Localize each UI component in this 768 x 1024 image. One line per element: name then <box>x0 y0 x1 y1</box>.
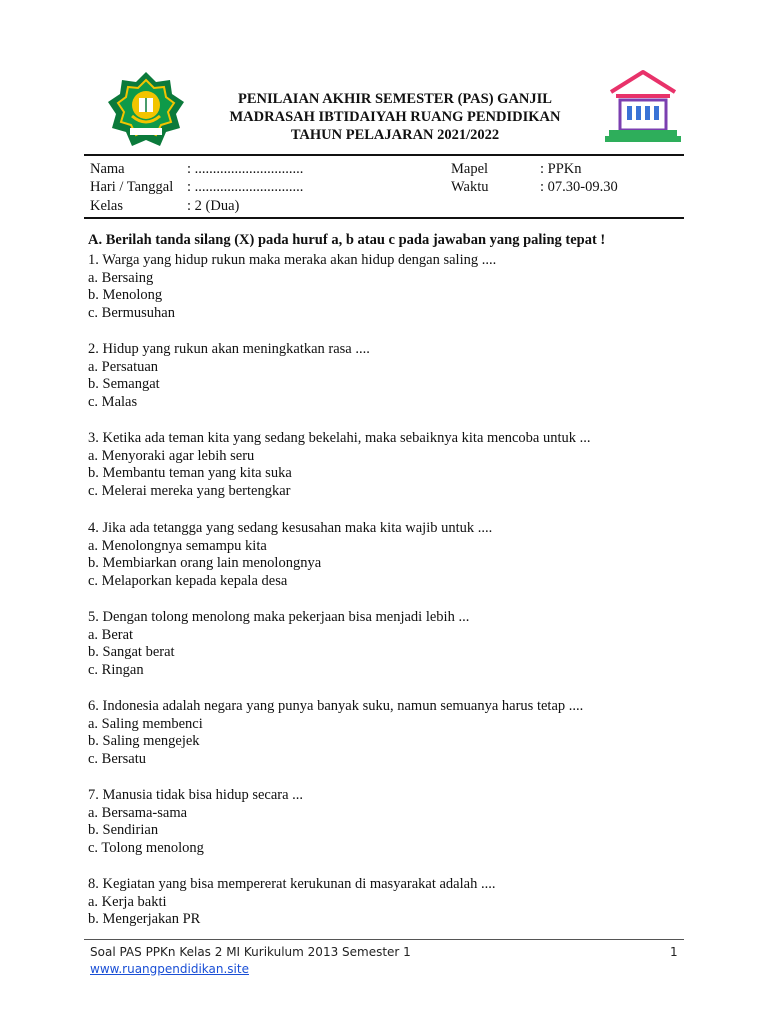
option-b: b. Semangat <box>88 376 160 392</box>
question-2 <box>88 341 370 411</box>
option-a: a. Kerja bakti <box>88 893 167 910</box>
option-a: a. Saling membenci <box>88 715 203 732</box>
question-text: 2. Hidup yang rukun akan meningkatkan rasa .... <box>88 341 370 357</box>
option-c: c. Melaporkan kepada kepala desa <box>88 572 288 589</box>
page-number: 1 <box>670 945 678 959</box>
option-c: c. Bersatu <box>88 750 146 767</box>
question-8 <box>88 876 495 929</box>
option-b: b. Membantu teman yang kita suka <box>88 465 292 481</box>
waktu-value: : 07.30-09.30 <box>540 179 618 195</box>
mapel-label: Mapel <box>451 161 489 177</box>
question-text: 8. Kegiatan yang bisa mempererat kerukunan di masyarakat adalah .... <box>88 876 496 892</box>
footer-text: Soal PAS PPKn Kelas 2 MI Kurikulum 2013 Semester 1 <box>90 945 411 959</box>
question-text: 4. Jika ada tetangga yang sedang kesusahan maka kita wajib untuk .... <box>88 520 493 536</box>
nama-value: : .............................. <box>187 161 304 177</box>
kelas-value: : 2 (Dua) <box>187 198 240 214</box>
option-a: a. Bersama-sama <box>88 804 188 821</box>
waktu-label: Waktu <box>451 179 489 195</box>
footer-divider <box>84 939 684 940</box>
option-a: a. Persatuan <box>88 358 159 375</box>
hari-tanggal-value: : .............................. <box>187 179 304 195</box>
question-7 <box>88 787 303 857</box>
question-6 <box>88 698 583 768</box>
header-title-line1: PENILAIAN AKHIR SEMESTER (PAS) GANJIL <box>238 91 552 107</box>
header-title-line3: TAHUN PELAJARAN 2021/2022 <box>290 127 500 143</box>
question-text: 3. Ketika ada teman kita yang sedang bekelahi, maka sebaiknya kita mencoba untuk ... <box>88 430 591 446</box>
option-b: b. Sangat berat <box>88 644 175 660</box>
header-title-line2: MADRASAH IBTIDAIYAH RUANG PENDIDIKAN <box>229 109 561 125</box>
option-c: c. Malas <box>88 393 138 410</box>
option-b: b. Saling mengejek <box>88 733 200 749</box>
option-b: b. Sendirian <box>88 822 159 838</box>
kelas-label: Kelas <box>90 198 124 214</box>
section-a-instruction: A. Berilah tanda silang (X) pada huruf a, b atau c pada jawaban yang paling tepat ! <box>88 232 606 248</box>
option-b: b. Menolong <box>88 287 163 303</box>
nama-label: Nama <box>90 161 125 177</box>
option-c: c. Tolong menolong <box>88 839 204 856</box>
option-a: a. Bersaing <box>88 269 154 286</box>
hari-tanggal-label: Hari / Tanggal <box>90 179 174 195</box>
question-text: 7. Manusia tidak bisa hidup secara ... <box>88 787 304 803</box>
header-divider-top <box>84 154 684 156</box>
option-c: c. Bermusuhan <box>88 304 175 321</box>
option-c: c. Ringan <box>88 661 144 678</box>
question-3 <box>88 430 591 500</box>
option-b: b. Membiarkan orang lain menolongnya <box>88 555 322 571</box>
header-divider-bottom <box>84 217 684 219</box>
mapel-value: : PPKn <box>540 161 582 177</box>
question-text: 6. Indonesia adalah negara yang punya banyak suku, namun semuanya harus tetap .... <box>88 698 584 714</box>
option-a: a. Berat <box>88 626 134 643</box>
option-a: a. Menyoraki agar lebih seru <box>88 447 255 464</box>
option-b: b. Mengerjakan PR <box>88 911 201 927</box>
school-building-icon <box>603 68 683 146</box>
question-text: 1. Warga yang hidup rukun maka meraka akan hidup dengan saling .... <box>88 252 497 268</box>
question-4 <box>88 520 492 590</box>
footer-website-link[interactable]: www.ruangpendidikan.site <box>90 962 249 976</box>
question-1 <box>88 252 496 322</box>
option-a: a. Menolongnya semampu kita <box>88 537 267 554</box>
kemenag-emblem-icon <box>106 70 186 150</box>
question-text: 5. Dengan tolong menolong maka pekerjaan bisa menjadi lebih ... <box>88 609 470 625</box>
question-5 <box>88 609 469 679</box>
option-c: c. Melerai mereka yang bertengkar <box>88 482 291 499</box>
